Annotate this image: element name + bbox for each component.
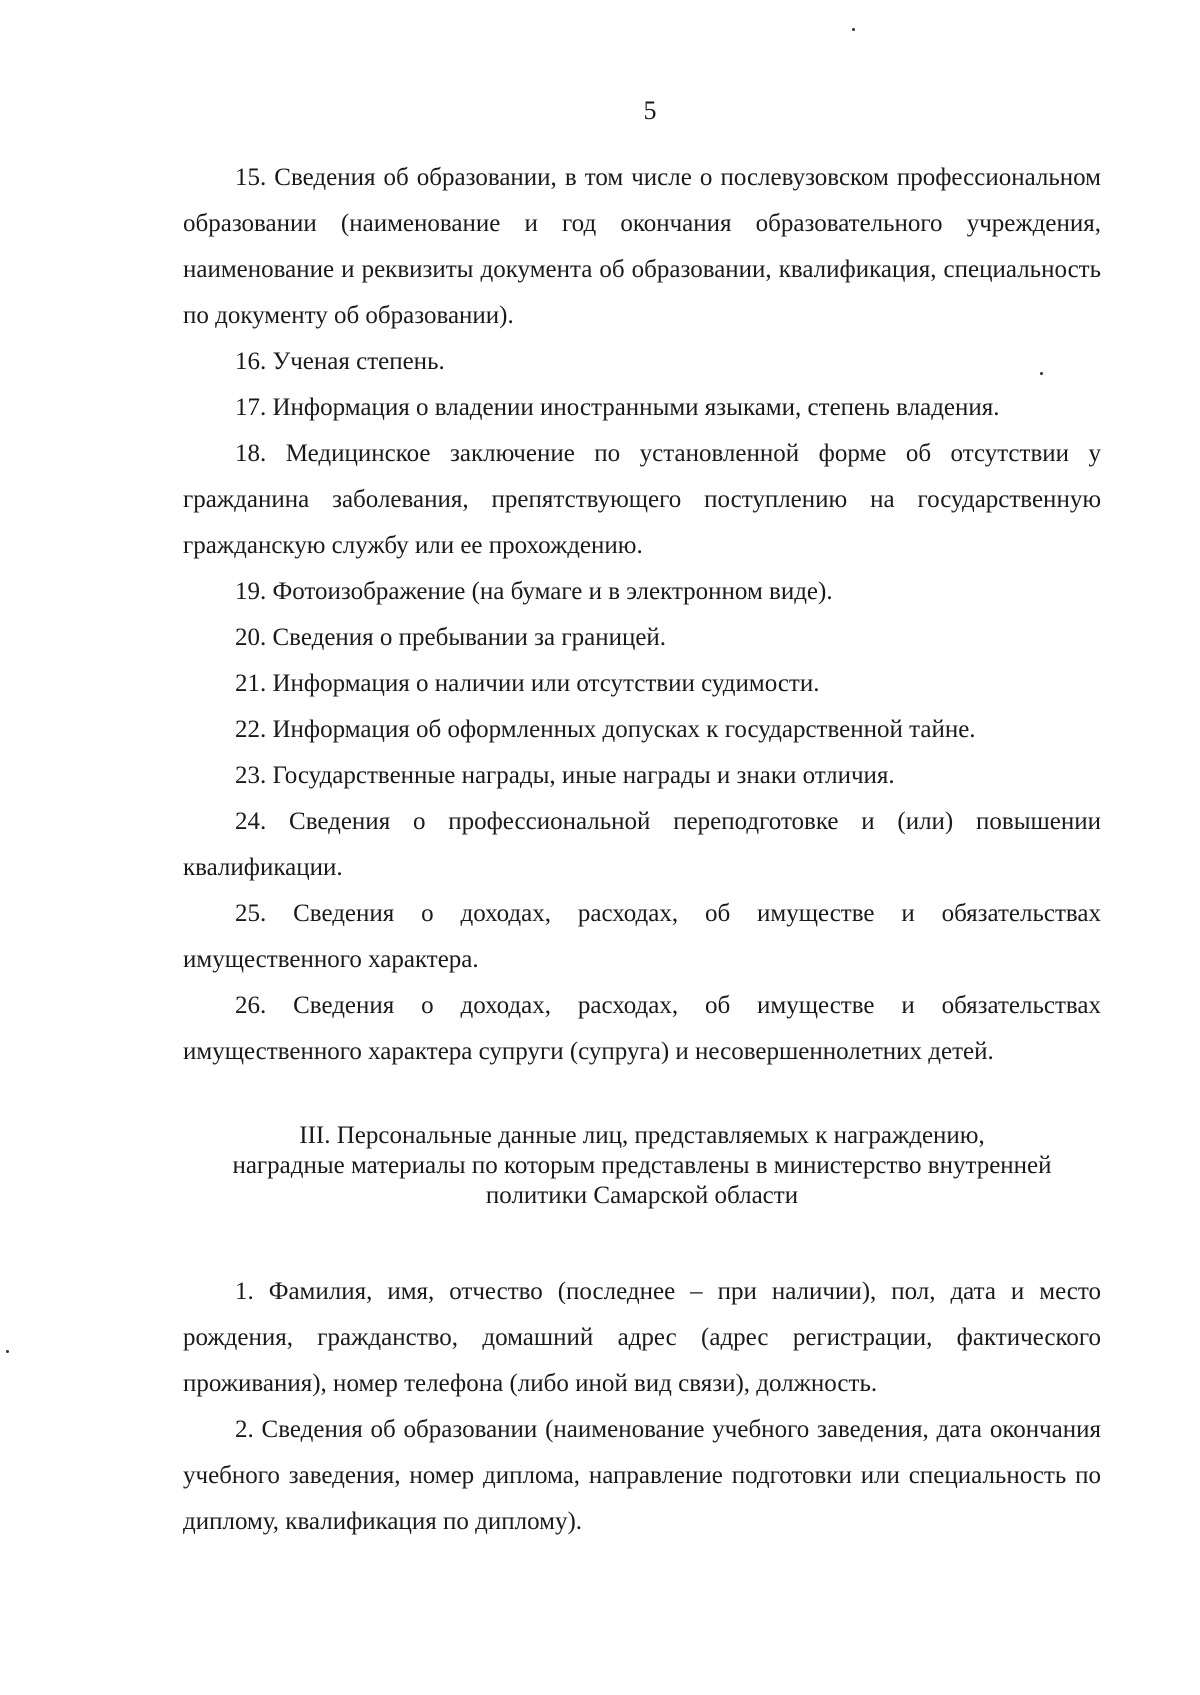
section-heading-line: наградные материалы по которым представлены в министерство внутренней	[232, 1152, 1052, 1179]
section-heading-line: III. Персональные данные лиц, представляемых к награждению,	[299, 1122, 985, 1149]
list-item: 25. Сведения о доходах, расходах, об имуществе и обязательствах имущественного характера.	[183, 900, 1101, 973]
list-item: 16. Ученая степень.	[235, 348, 445, 375]
section-heading-line: политики Самарской области	[485, 1182, 799, 1209]
list-item: 26. Сведения о доходах, расходах, об имуществе и обязательствах имущественного характера супруги (супруга) и несовершеннолетних детей.	[183, 992, 1101, 1065]
scan-speck	[6, 1350, 9, 1353]
list-item: 22. Информация об оформленных допусках к государственной тайне.	[235, 716, 976, 743]
list-item: 15. Сведения об образовании, в том числе о послевузовском профессиональном образовании (наименование и год окончания образовательного учреждения, наименование и реквизиты документа об образовании, квалификация, специальность по документу об образовании).	[183, 164, 1101, 329]
list-item: 24. Сведения о профессиональной переподготовке и (или) повышении квалификации.	[183, 808, 1101, 881]
list-item: 17. Информация о владении иностранными языками, степень владения.	[235, 394, 1000, 421]
list-item: 2. Сведения об образовании (наименование учебного заведения, дата окончания учебного заведения, номер диплома, направление подготовки или специальность по диплому, квалификация по диплому).	[183, 1416, 1101, 1535]
list-item: 19. Фотоизображение (на бумаге и в электронном виде).	[235, 578, 833, 605]
scan-speck	[852, 28, 855, 31]
list-item: 18. Медицинское заключение по установленной форме об отсутствии у гражданина заболевания, препятствующего поступлению на государственную гражданскую службу или ее прохождению.	[183, 440, 1101, 559]
page-number: 5	[643, 96, 657, 125]
section-heading	[183, 1121, 1101, 1211]
list-item: 1. Фамилия, имя, отчество (последнее – при наличии), пол, дата и место рождения, гражданство, домашний адрес (адрес регистрации, фактического проживания), номер телефона (либо иной вид связи), должность.	[183, 1278, 1101, 1397]
list-item: 23. Государственные награды, иные награды и знаки отличия.	[235, 762, 895, 789]
list-item: 21. Информация о наличии или отсутствии судимости.	[235, 670, 820, 697]
document-body	[183, 155, 1101, 1545]
list-item: 20. Сведения о пребывании за границей.	[235, 624, 667, 651]
